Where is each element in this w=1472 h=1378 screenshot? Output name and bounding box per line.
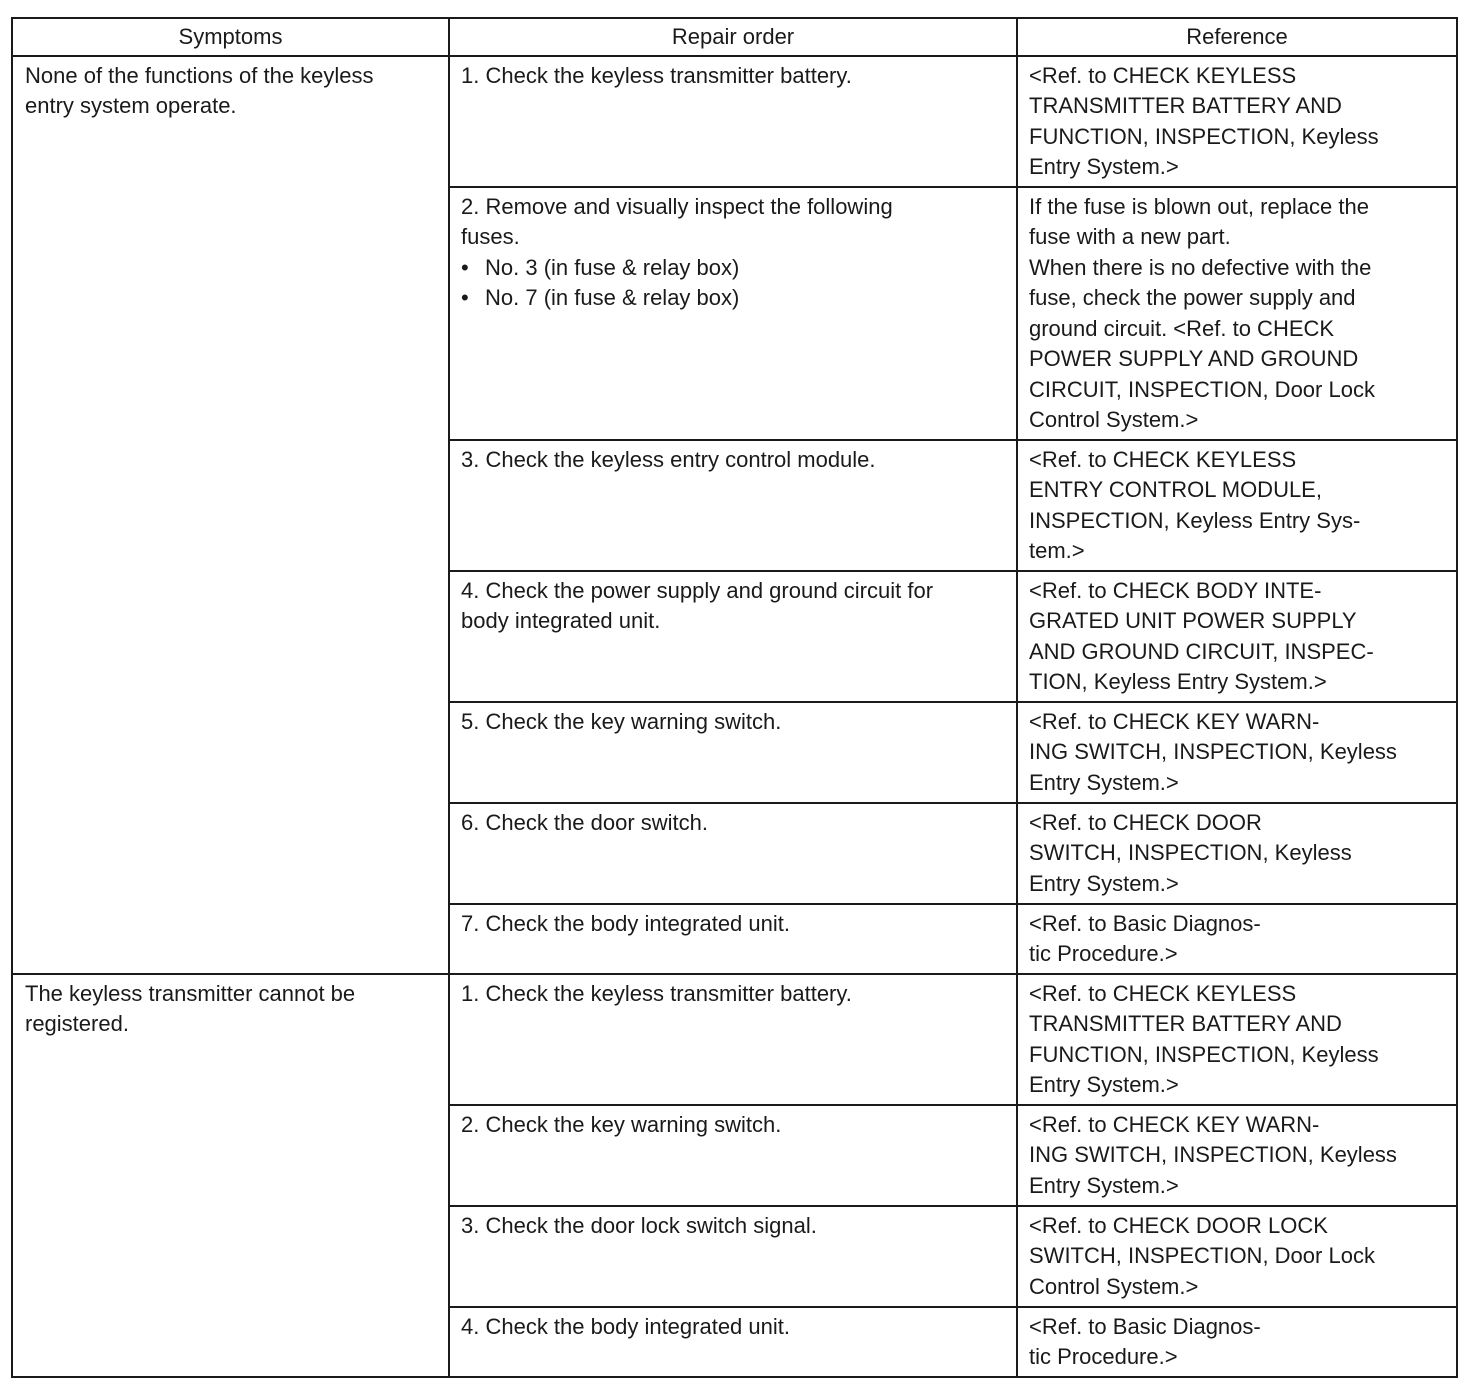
reference-cell: <Ref. to Basic Diagnos- tic Procedure.> [1017,904,1457,974]
reference-cell: <Ref. to CHECK KEY WARN- ING SWITCH, INSPECTION, Keyless Entry System.> [1017,702,1457,803]
repair-cell: 2. Remove and visually inspect the following fuses. • No. 3 (in fuse & relay box) • No. 7 (in fuse & relay box) [449,187,1017,440]
repair-cell: 3. Check the keyless entry control module. [449,440,1017,571]
symptom-cell: The keyless transmitter cannot be registered. [12,974,449,1377]
troubleshooting-table [11,17,1458,1378]
reference-cell: <Ref. to CHECK KEYLESS TRANSMITTER BATTERY AND FUNCTION, INSPECTION, Keyless Entry System.> [1017,56,1457,187]
repair-cell: 1. Check the keyless transmitter battery. [449,56,1017,187]
reference-cell: <Ref. to CHECK KEYLESS ENTRY CONTROL MODULE, INSPECTION, Keyless Entry Sys- tem.> [1017,440,1457,571]
repair-cell: 3. Check the door lock switch signal. [449,1206,1017,1307]
header-repair-order: Repair order [449,18,1017,56]
bullet-icon: • [461,285,469,310]
reference-cell: <Ref. to CHECK KEY WARN- ING SWITCH, INSPECTION, Keyless Entry System.> [1017,1105,1457,1206]
repair-cell: 5. Check the key warning switch. [449,702,1017,803]
symptom-cell: None of the functions of the keyless entry system operate. [12,56,449,974]
repair-cell: 4. Check the body integrated unit. [449,1307,1017,1377]
reference-cell: <Ref. to CHECK DOOR SWITCH, INSPECTION, Keyless Entry System.> [1017,803,1457,904]
header-row [12,18,1457,56]
reference-cell: <Ref. to CHECK BODY INTE- GRATED UNIT POWER SUPPLY AND GROUND CIRCUIT, INSPEC- TION, Keyless Entry System.> [1017,571,1457,702]
reference-cell: <Ref. to CHECK KEYLESS TRANSMITTER BATTERY AND FUNCTION, INSPECTION, Keyless Entry System.> [1017,974,1457,1105]
fuse-bullet-item: • No. 7 (in fuse & relay box) [461,283,1006,314]
repair-cell: 1. Check the keyless transmitter battery. [449,974,1017,1105]
repair-cell: 2. Check the key warning switch. [449,1105,1017,1206]
repair-cell: 6. Check the door switch. [449,803,1017,904]
header-symptoms: Symptoms [12,18,449,56]
table-row [12,974,1457,1105]
reference-cell: If the fuse is blown out, replace the fuse with a new part. When there is no defective with the fuse, check the power supply and ground circuit. <Ref. to CHECK POWER SUPPLY AND GROUND CIRCUIT, INSPECTION, Door Lock Control System.> [1017,187,1457,440]
repair-cell: 7. Check the body integrated unit. [449,904,1017,974]
reference-cell: <Ref. to CHECK DOOR LOCK SWITCH, INSPECTION, Door Lock Control System.> [1017,1206,1457,1307]
reference-cell: <Ref. to Basic Diagnos- tic Procedure.> [1017,1307,1457,1377]
repair-cell: 4. Check the power supply and ground circuit for body integrated unit. [449,571,1017,702]
header-reference: Reference [1017,18,1457,56]
table-row [12,56,1457,187]
fuse-bullet-item: • No. 3 (in fuse & relay box) [461,253,1006,284]
bullet-icon: • [461,254,469,280]
